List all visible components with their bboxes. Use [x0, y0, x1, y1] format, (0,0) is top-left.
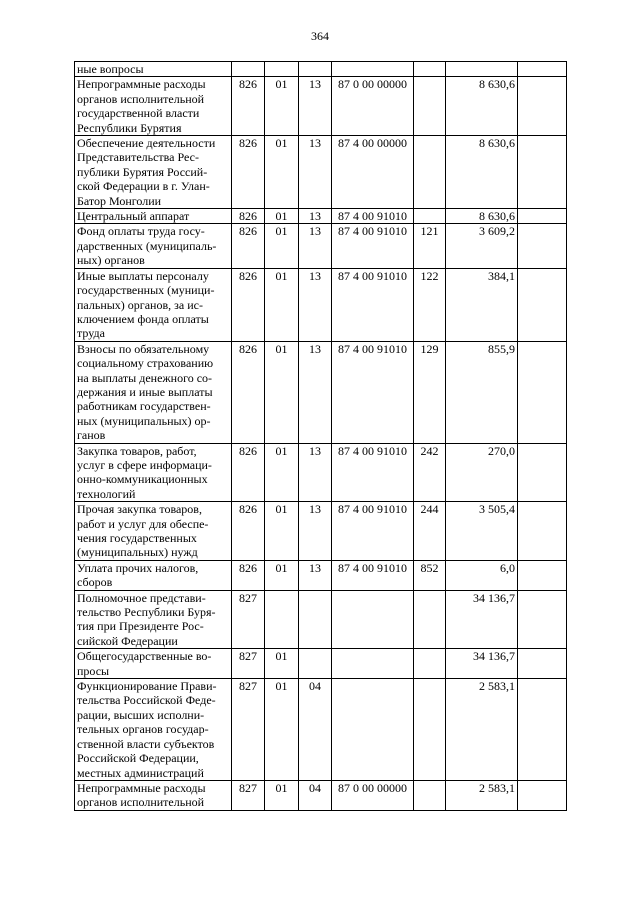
ministry-code-cell: 826 — [232, 502, 265, 561]
item-name-cell: Уплата прочих налогов, сборов — [75, 560, 232, 590]
empty-cell — [518, 560, 567, 590]
expense-type-cell — [414, 679, 446, 781]
target-article-cell — [332, 62, 414, 77]
section-code-cell: 01 — [265, 136, 299, 209]
item-name-cell: Взносы по обязательному социальному страхованию на выплаты денежного со- держания и иные выплаты работникам государствен- ных (муниципальных) ор- ганов — [75, 341, 232, 443]
section-code-cell: 01 — [265, 780, 299, 810]
ministry-code-cell: 826 — [232, 209, 265, 224]
ministry-code-cell: 826 — [232, 224, 265, 268]
sum-cell: 8 630,6 — [446, 136, 518, 209]
table-row — [75, 62, 567, 77]
budget-table-body — [75, 62, 567, 811]
item-name-cell: Закупка товаров, работ, услуг в сфере информаци- онно-коммуникационных технологий — [75, 443, 232, 502]
target-article-cell: 87 4 00 91010 — [332, 341, 414, 443]
sum-cell: 384,1 — [446, 268, 518, 341]
section-code-cell: 01 — [265, 560, 299, 590]
target-article-cell: 87 4 00 91010 — [332, 209, 414, 224]
section-code-cell: 01 — [265, 209, 299, 224]
expense-type-cell — [414, 209, 446, 224]
sum-cell: 855,9 — [446, 341, 518, 443]
empty-cell — [518, 443, 567, 502]
subsection-code-cell: 13 — [299, 502, 332, 561]
empty-cell — [518, 679, 567, 781]
subsection-code-cell: 13 — [299, 268, 332, 341]
expense-type-cell: 121 — [414, 224, 446, 268]
sum-cell: 6,0 — [446, 560, 518, 590]
subsection-code-cell: 13 — [299, 560, 332, 590]
table-row — [75, 780, 567, 810]
sum-cell: 3 505,4 — [446, 502, 518, 561]
ministry-code-cell: 827 — [232, 590, 265, 649]
subsection-code-cell: 04 — [299, 780, 332, 810]
expense-type-cell: 852 — [414, 560, 446, 590]
empty-cell — [518, 649, 567, 679]
section-code-cell: 01 — [265, 443, 299, 502]
subsection-code-cell — [299, 62, 332, 77]
section-code-cell — [265, 62, 299, 77]
table-row — [75, 443, 567, 502]
target-article-cell: 87 0 00 00000 — [332, 780, 414, 810]
expense-type-cell: 129 — [414, 341, 446, 443]
item-name-cell: Центральный аппарат — [75, 209, 232, 224]
expense-type-cell — [414, 780, 446, 810]
section-code-cell: 01 — [265, 341, 299, 443]
ministry-code-cell: 826 — [232, 268, 265, 341]
table-row — [75, 224, 567, 268]
expense-type-cell: 244 — [414, 502, 446, 561]
table-row — [75, 560, 567, 590]
empty-cell — [518, 136, 567, 209]
sum-cell: 3 609,2 — [446, 224, 518, 268]
table-row — [75, 679, 567, 781]
section-code-cell: 01 — [265, 649, 299, 679]
table-row — [75, 341, 567, 443]
ministry-code-cell: 826 — [232, 341, 265, 443]
subsection-code-cell: 13 — [299, 341, 332, 443]
sum-cell: 8 630,6 — [446, 209, 518, 224]
sum-cell: 34 136,7 — [446, 590, 518, 649]
section-code-cell — [265, 590, 299, 649]
expense-type-cell — [414, 77, 446, 136]
empty-cell — [518, 590, 567, 649]
item-name-cell: ные вопросы — [75, 62, 232, 77]
item-name-cell: Непрограммные расходы органов исполнительной государственной власти Республики Бурятия — [75, 77, 232, 136]
expense-type-cell: 242 — [414, 443, 446, 502]
subsection-code-cell: 13 — [299, 136, 332, 209]
target-article-cell: 87 4 00 91010 — [332, 502, 414, 561]
empty-cell — [518, 224, 567, 268]
item-name-cell: Обеспечение деятельности Представительства Рес- публики Бурятия Россий- ской Федерации в г. Улан- Батор Монголии — [75, 136, 232, 209]
item-name-cell: Иные выплаты персоналу государственных (муници- пальных) органов, за ис- ключением фонда оплаты труда — [75, 268, 232, 341]
subsection-code-cell: 04 — [299, 679, 332, 781]
subsection-code-cell: 13 — [299, 224, 332, 268]
target-article-cell — [332, 679, 414, 781]
table-row — [75, 209, 567, 224]
ministry-code-cell: 827 — [232, 679, 265, 781]
empty-cell — [518, 341, 567, 443]
ministry-code-cell: 826 — [232, 560, 265, 590]
sum-cell: 34 136,7 — [446, 649, 518, 679]
target-article-cell: 87 4 00 91010 — [332, 268, 414, 341]
table-row — [75, 268, 567, 341]
section-code-cell: 01 — [265, 77, 299, 136]
subsection-code-cell: 13 — [299, 209, 332, 224]
ministry-code-cell: 826 — [232, 443, 265, 502]
expense-type-cell — [414, 649, 446, 679]
section-code-cell: 01 — [265, 502, 299, 561]
empty-cell — [518, 268, 567, 341]
ministry-code-cell: 826 — [232, 136, 265, 209]
item-name-cell: Фонд оплаты труда госу- дарственных (муниципаль- ных) органов — [75, 224, 232, 268]
target-article-cell: 87 4 00 91010 — [332, 224, 414, 268]
item-name-cell: Общегосударственные во- просы — [75, 649, 232, 679]
empty-cell — [518, 209, 567, 224]
item-name-cell: Непрограммные расходы органов исполнительной — [75, 780, 232, 810]
subsection-code-cell: 13 — [299, 77, 332, 136]
expense-type-cell: 122 — [414, 268, 446, 341]
subsection-code-cell — [299, 590, 332, 649]
expense-type-cell — [414, 136, 446, 209]
target-article-cell: 87 4 00 00000 — [332, 136, 414, 209]
subsection-code-cell — [299, 649, 332, 679]
section-code-cell: 01 — [265, 679, 299, 781]
target-article-cell — [332, 590, 414, 649]
section-code-cell: 01 — [265, 224, 299, 268]
item-name-cell: Прочая закупка товаров, работ и услуг для обеспе- чения государственных (муниципальных) нужд — [75, 502, 232, 561]
target-article-cell: 87 4 00 91010 — [332, 443, 414, 502]
subsection-code-cell: 13 — [299, 443, 332, 502]
section-code-cell: 01 — [265, 268, 299, 341]
target-article-cell: 87 4 00 91010 — [332, 560, 414, 590]
expense-type-cell — [414, 62, 446, 77]
ministry-code-cell — [232, 62, 265, 77]
target-article-cell — [332, 649, 414, 679]
table-row — [75, 649, 567, 679]
ministry-code-cell: 827 — [232, 649, 265, 679]
item-name-cell: Полномочное представи- тельство Республики Буря- тия при Президенте Рос- сийской Федерации — [75, 590, 232, 649]
expense-type-cell — [414, 590, 446, 649]
sum-cell: 270,0 — [446, 443, 518, 502]
table-row — [75, 590, 567, 649]
page-number: 364 — [311, 29, 329, 43]
table-row — [75, 502, 567, 561]
empty-cell — [518, 502, 567, 561]
sum-cell: 8 630,6 — [446, 77, 518, 136]
sum-cell: 2 583,1 — [446, 679, 518, 781]
table-row — [75, 136, 567, 209]
table-row — [75, 77, 567, 136]
item-name-cell: Функционирование Прави- тельства Российской Феде- рации, высших исполни- тельных органов государ- ственной власти субъектов Российской Федерации, местных администраций — [75, 679, 232, 781]
ministry-code-cell: 827 — [232, 780, 265, 810]
target-article-cell: 87 0 00 00000 — [332, 77, 414, 136]
empty-cell — [518, 62, 567, 77]
empty-cell — [518, 780, 567, 810]
budget-table — [74, 61, 567, 811]
empty-cell — [518, 77, 567, 136]
ministry-code-cell: 826 — [232, 77, 265, 136]
sum-cell: 2 583,1 — [446, 780, 518, 810]
sum-cell — [446, 62, 518, 77]
